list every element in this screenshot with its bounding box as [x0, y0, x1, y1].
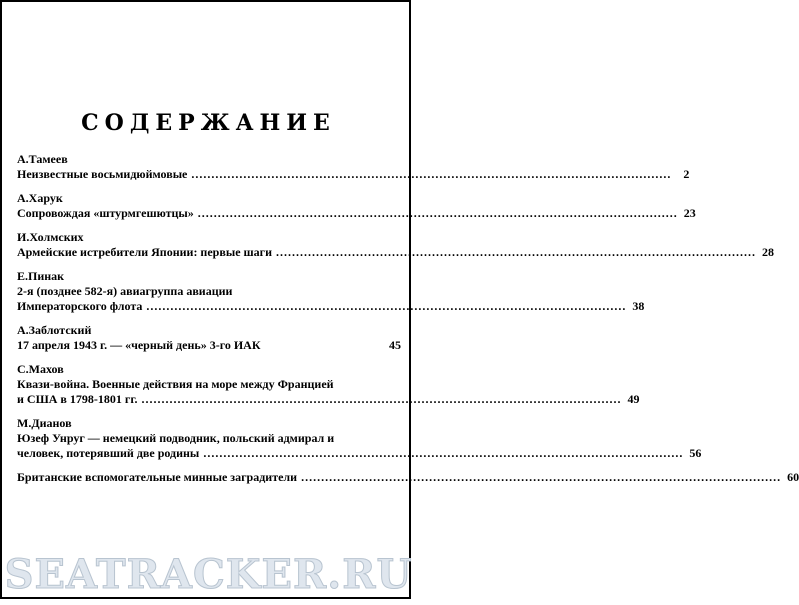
dot-leader: ........................................................................................................................: [203, 446, 684, 460]
toc-entry[interactable]: [17, 269, 645, 314]
toc-page-number: 60: [787, 470, 799, 484]
toc-title: Британские вспомогательные минные заградители: [17, 470, 298, 484]
toc-title: Армейские истребители Японии: первые шаги: [17, 245, 273, 259]
toc-title: 17 апреля 1943 г. — «черный день» 3-го ИАК: [17, 338, 261, 352]
dot-leader: ........................................................................................................................: [276, 245, 757, 259]
toc-title: Сопровождая «штурмгешютцы»: [17, 206, 194, 220]
toc-page-number: 38: [632, 299, 645, 313]
toc-title-row: [17, 167, 690, 182]
toc-page-number: 2: [683, 167, 690, 181]
page-title: СОДЕРЖАНИЕ: [81, 110, 336, 136]
toc-title-row: [17, 206, 696, 221]
toc-entry[interactable]: [17, 362, 640, 407]
toc-title: Квази-война. Военные действия на море между Францией: [17, 377, 334, 391]
dot-leader: ........................................................................................................................: [191, 167, 672, 181]
toc-author: А.Харук: [17, 191, 63, 205]
toc-entry[interactable]: [17, 152, 690, 182]
toc-author: А.Заблотский: [17, 323, 92, 337]
toc-title: 2-я (позднее 582-я) авиагруппа авиации: [17, 284, 233, 298]
toc-entry[interactable]: [17, 416, 702, 461]
toc-author: А.Тамеев: [17, 152, 68, 166]
toc-title-row: [17, 470, 799, 485]
toc-title-row: [17, 338, 401, 353]
toc-author: И.Холмских: [17, 230, 84, 244]
toc-title-row: [17, 446, 702, 461]
dot-leader: ........................................................................................................................: [141, 392, 622, 406]
toc-entry[interactable]: [17, 323, 401, 353]
toc-title-row: [17, 245, 775, 260]
dot-leader: ........................................................................................................................: [197, 206, 678, 220]
toc-title: человек, потерявший две родины: [17, 446, 200, 460]
toc-page-number: 23: [683, 206, 696, 220]
toc-entry[interactable]: [17, 470, 799, 485]
toc-page-number: 28: [762, 245, 775, 259]
toc-page-number: 56: [689, 446, 702, 460]
toc-title: Неизвестные восьмидюймовые: [17, 167, 188, 181]
toc-title-row: [17, 299, 645, 314]
toc-page-number: 45: [389, 338, 401, 352]
dot-leader: ........................................................................................................................: [146, 299, 627, 313]
toc-page-number: 49: [627, 392, 640, 406]
toc-title-row: [17, 392, 640, 407]
toc-author: С.Махов: [17, 362, 64, 376]
toc-entry[interactable]: [17, 230, 775, 260]
toc-title: Императорского флота: [17, 299, 143, 313]
toc-author: М.Дианов: [17, 416, 72, 430]
dot-leader: ........................................................................................................................: [301, 470, 782, 484]
table-of-contents: [17, 152, 799, 494]
toc-entry[interactable]: [17, 191, 696, 221]
toc-title: Юзеф Унруг — немецкий подводник, польский адмирал и: [17, 431, 335, 445]
watermark-logo: SEATRACKER.RU: [4, 551, 413, 598]
toc-title: и США в 1798-1801 гг.: [17, 392, 138, 406]
toc-author: Е.Пинак: [17, 269, 65, 283]
